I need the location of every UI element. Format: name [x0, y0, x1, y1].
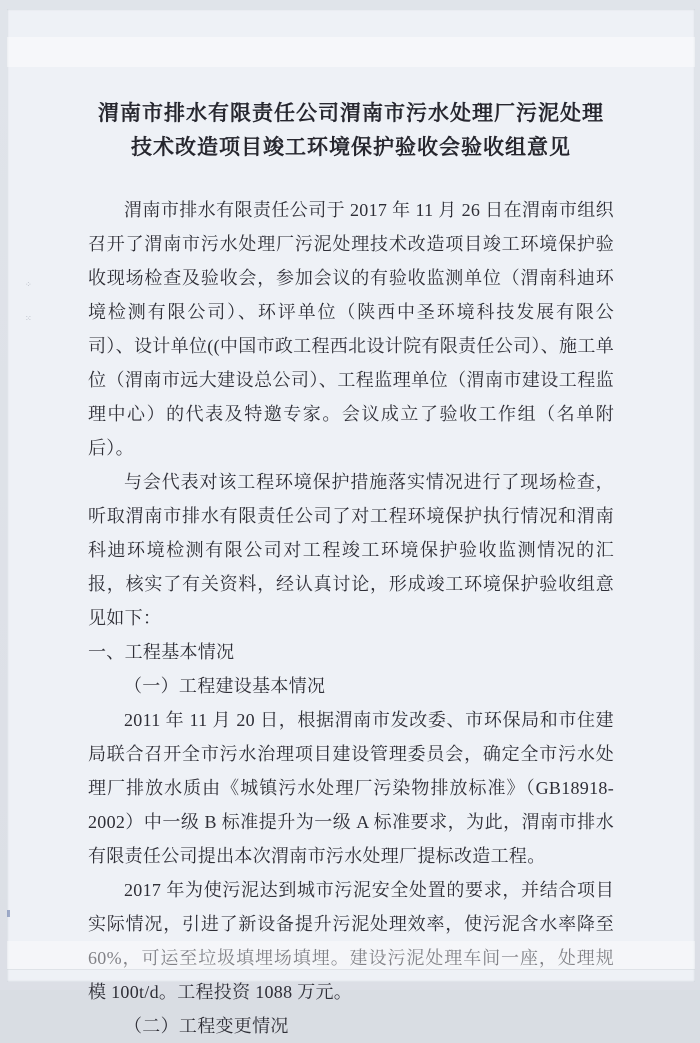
paragraph-2017-upgrade: 2017 年为使污泥达到城市污泥安全处置的要求，并结合项目实际情况，引进了新设备提升污泥处理效率，使污泥含水率降至 60%，可运至垃圾填埋场填埋。建设污泥处理车间一座，处理规模 100t/d。工程投资 1088 万元。: [88, 880, 614, 1002]
scan-speck: [7, 910, 10, 917]
paragraph-meeting-overview: 渭南市排水有限责任公司于 2017 年 11 月 26 日在渭南市组织召开了渭南市污水处理厂污泥处理技术改造项目竣工环境保护验收现场检查及验收会，参加会议的有验收监测单位（渭南科迪环境检测有限公司）、环评单位（陕西中圣环境科技发展有限公司）、设计单位((中国市政工程西北设计院有限责任公司）、施工单位（渭南市远大建设总公司）、工程监理单位（渭南市建设工程监理中心）的代表及特邀专家。会议成立了验收工作组（名单附后）。: [88, 200, 614, 458]
document-title: 渭南市排水有限责任公司渭南市污水处理厂污泥处理技术改造项目竣工环境保护验收会验收组意见: [98, 102, 604, 159]
section-heading-project-basics: 一、工程基本情况: [88, 642, 235, 662]
paragraph-2011-background: 2011 年 11 月 20 日，根据渭南市发改委、市环保局和市住建局联合召开全市污水治理项目建设管理委员会，确定全市污水处理厂排放水质由《城镇污水处理厂污染物排放标准》（GB18918-2002）中一级 B 标准提升为一级 A 标准要求，为此，渭南市排水有限责任公司提出本次渭南市污水处理厂提标改造工程。: [88, 710, 614, 866]
document-content: [88, 9, 614, 1043]
scan-artifact: ⁙: [25, 314, 32, 323]
sub-heading-construction-basics: （一）工程建设基本情况: [124, 676, 326, 696]
scan-artifact: ⁘: [25, 280, 32, 289]
paragraph-review-process: 与会代表对该工程环境保护措施落实情况进行了现场检查，听取渭南市排水有限责任公司了对工程环境保护执行情况和渭南科迪环境检测有限公司对工程竣工环境保护验收监测情况的汇报，核实了有关资料，经认真讨论，形成竣工环境保护验收组意见如下：: [88, 472, 614, 628]
document-page: [7, 9, 695, 1036]
sub-heading-project-changes: （二）工程变更情况: [124, 1016, 289, 1036]
